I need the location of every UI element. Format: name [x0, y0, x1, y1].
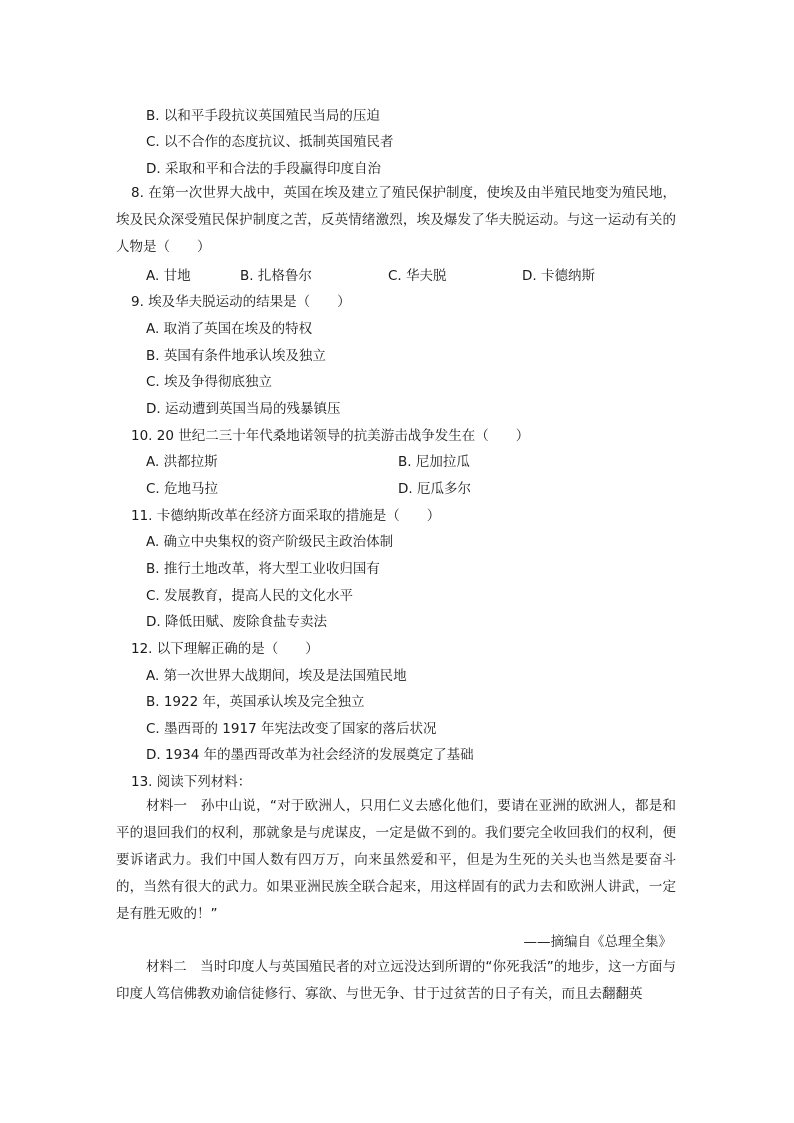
q10-option-d: D. 厄瓜多尔	[398, 481, 471, 497]
q7-option-d: D. 采取和平和合法的手段赢得印度自治	[146, 161, 381, 177]
q10-option-c: C. 危地马拉	[146, 481, 219, 497]
q11-stem: 11. 卡德纳斯改革在经济方面采取的措施是（ ）	[131, 508, 441, 524]
q11-option-c: C. 发展教育，提高人民的文化水平	[146, 588, 354, 604]
q9-stem: 9. 埃及华夫脱运动的结果是（ ）	[131, 294, 351, 310]
q9-option-b: B. 英国有条件地承认埃及独立	[146, 348, 326, 364]
q10-option-a: A. 洪都拉斯	[146, 454, 218, 470]
q10-stem: 10. 20 世纪二三十年代桑地诺领导的抗美游击战争发生在（ ）	[131, 428, 530, 444]
q13-material-2: 材料二 当时印度人与英国殖民者的对立远没达到所谓的“你死我活”的地步，这一方面与印度人笃信佛教劝谕信徒修行、寡欲、与世无争、甘于过贫苦的日子有关，而且去翻翻英	[116, 959, 676, 1002]
q12-option-b: B. 1922 年，英国承认埃及完全独立	[146, 694, 365, 710]
q13-stem: 13. 阅读下列材料：	[131, 774, 252, 790]
q10-options-row1	[0, 452, 794, 472]
q13-citation: ——摘编自《总理全集》	[523, 934, 672, 950]
q8-option-a: A. 甘地	[146, 268, 191, 284]
q8-option-d: D. 卡德纳斯	[522, 268, 595, 284]
q7-option-c: C. 以不合作的态度抗议、抵制英国殖民者	[146, 134, 394, 150]
q12-option-a: A. 第一次世界大战期间，埃及是法国殖民地	[146, 668, 407, 684]
q11-option-b: B. 推行土地改革，将大型工业收归国有	[146, 561, 380, 577]
q11-option-a: A. 确立中央集权的资产阶级民主政治体制	[146, 534, 394, 550]
q8-option-c: C. 华夫脱	[388, 268, 447, 284]
q12-option-c: C. 墨西哥的 1917 年宪法改变了国家的落后状况	[146, 721, 437, 737]
q7-option-b: B. 以和平手段抗议英国殖民当局的压迫	[146, 108, 380, 124]
q9-option-a: A. 取消了英国在埃及的特权	[146, 321, 313, 337]
q9-option-d: D. 运动遭到英国当局的残暴镇压	[146, 401, 341, 417]
q10-option-b: B. 尼加拉瓜	[398, 454, 470, 470]
q13-material-1: 材料一 孙中山说，“对于欧洲人，只用仁义去感化他们，要请在亚洲的欧洲人，都是和平的退回我们的权利，那就象是与虎谋皮，一定是做不到的。我们要完全收回我们的权利，便要诉诸武力。我们中国人数有四万万，向来虽然爱和平，但是为生死的关头也当然是要奋斗的，当然有很大的武力。如果亚洲民族全联合起来，用这样固有的武力去和欧洲人讲武，一定是有胜无败的！”	[116, 798, 676, 922]
q10-options-row2	[0, 479, 794, 499]
q12-option-d: D. 1934 年的墨西哥改革为社会经济的发展奠定了基础	[146, 747, 474, 763]
q11-option-d: D. 降低田赋、废除食盐专卖法	[146, 614, 327, 630]
q8-stem: 8. 在第一次世界大战中，英国在埃及建立了殖民保护制度，使埃及由半殖民地变为殖民地，埃及民众深受殖民保护制度之苦，反英情绪激烈，埃及爆发了华夫脱运动。与这一运动有关的人物是（ ）	[116, 185, 676, 255]
q8-option-b: B. 扎格鲁尔	[240, 268, 312, 284]
q9-option-c: C. 埃及争得彻底独立	[146, 374, 273, 390]
q12-stem: 12. 以下理解正确的是（ ）	[131, 641, 319, 657]
q8-options	[0, 266, 794, 286]
